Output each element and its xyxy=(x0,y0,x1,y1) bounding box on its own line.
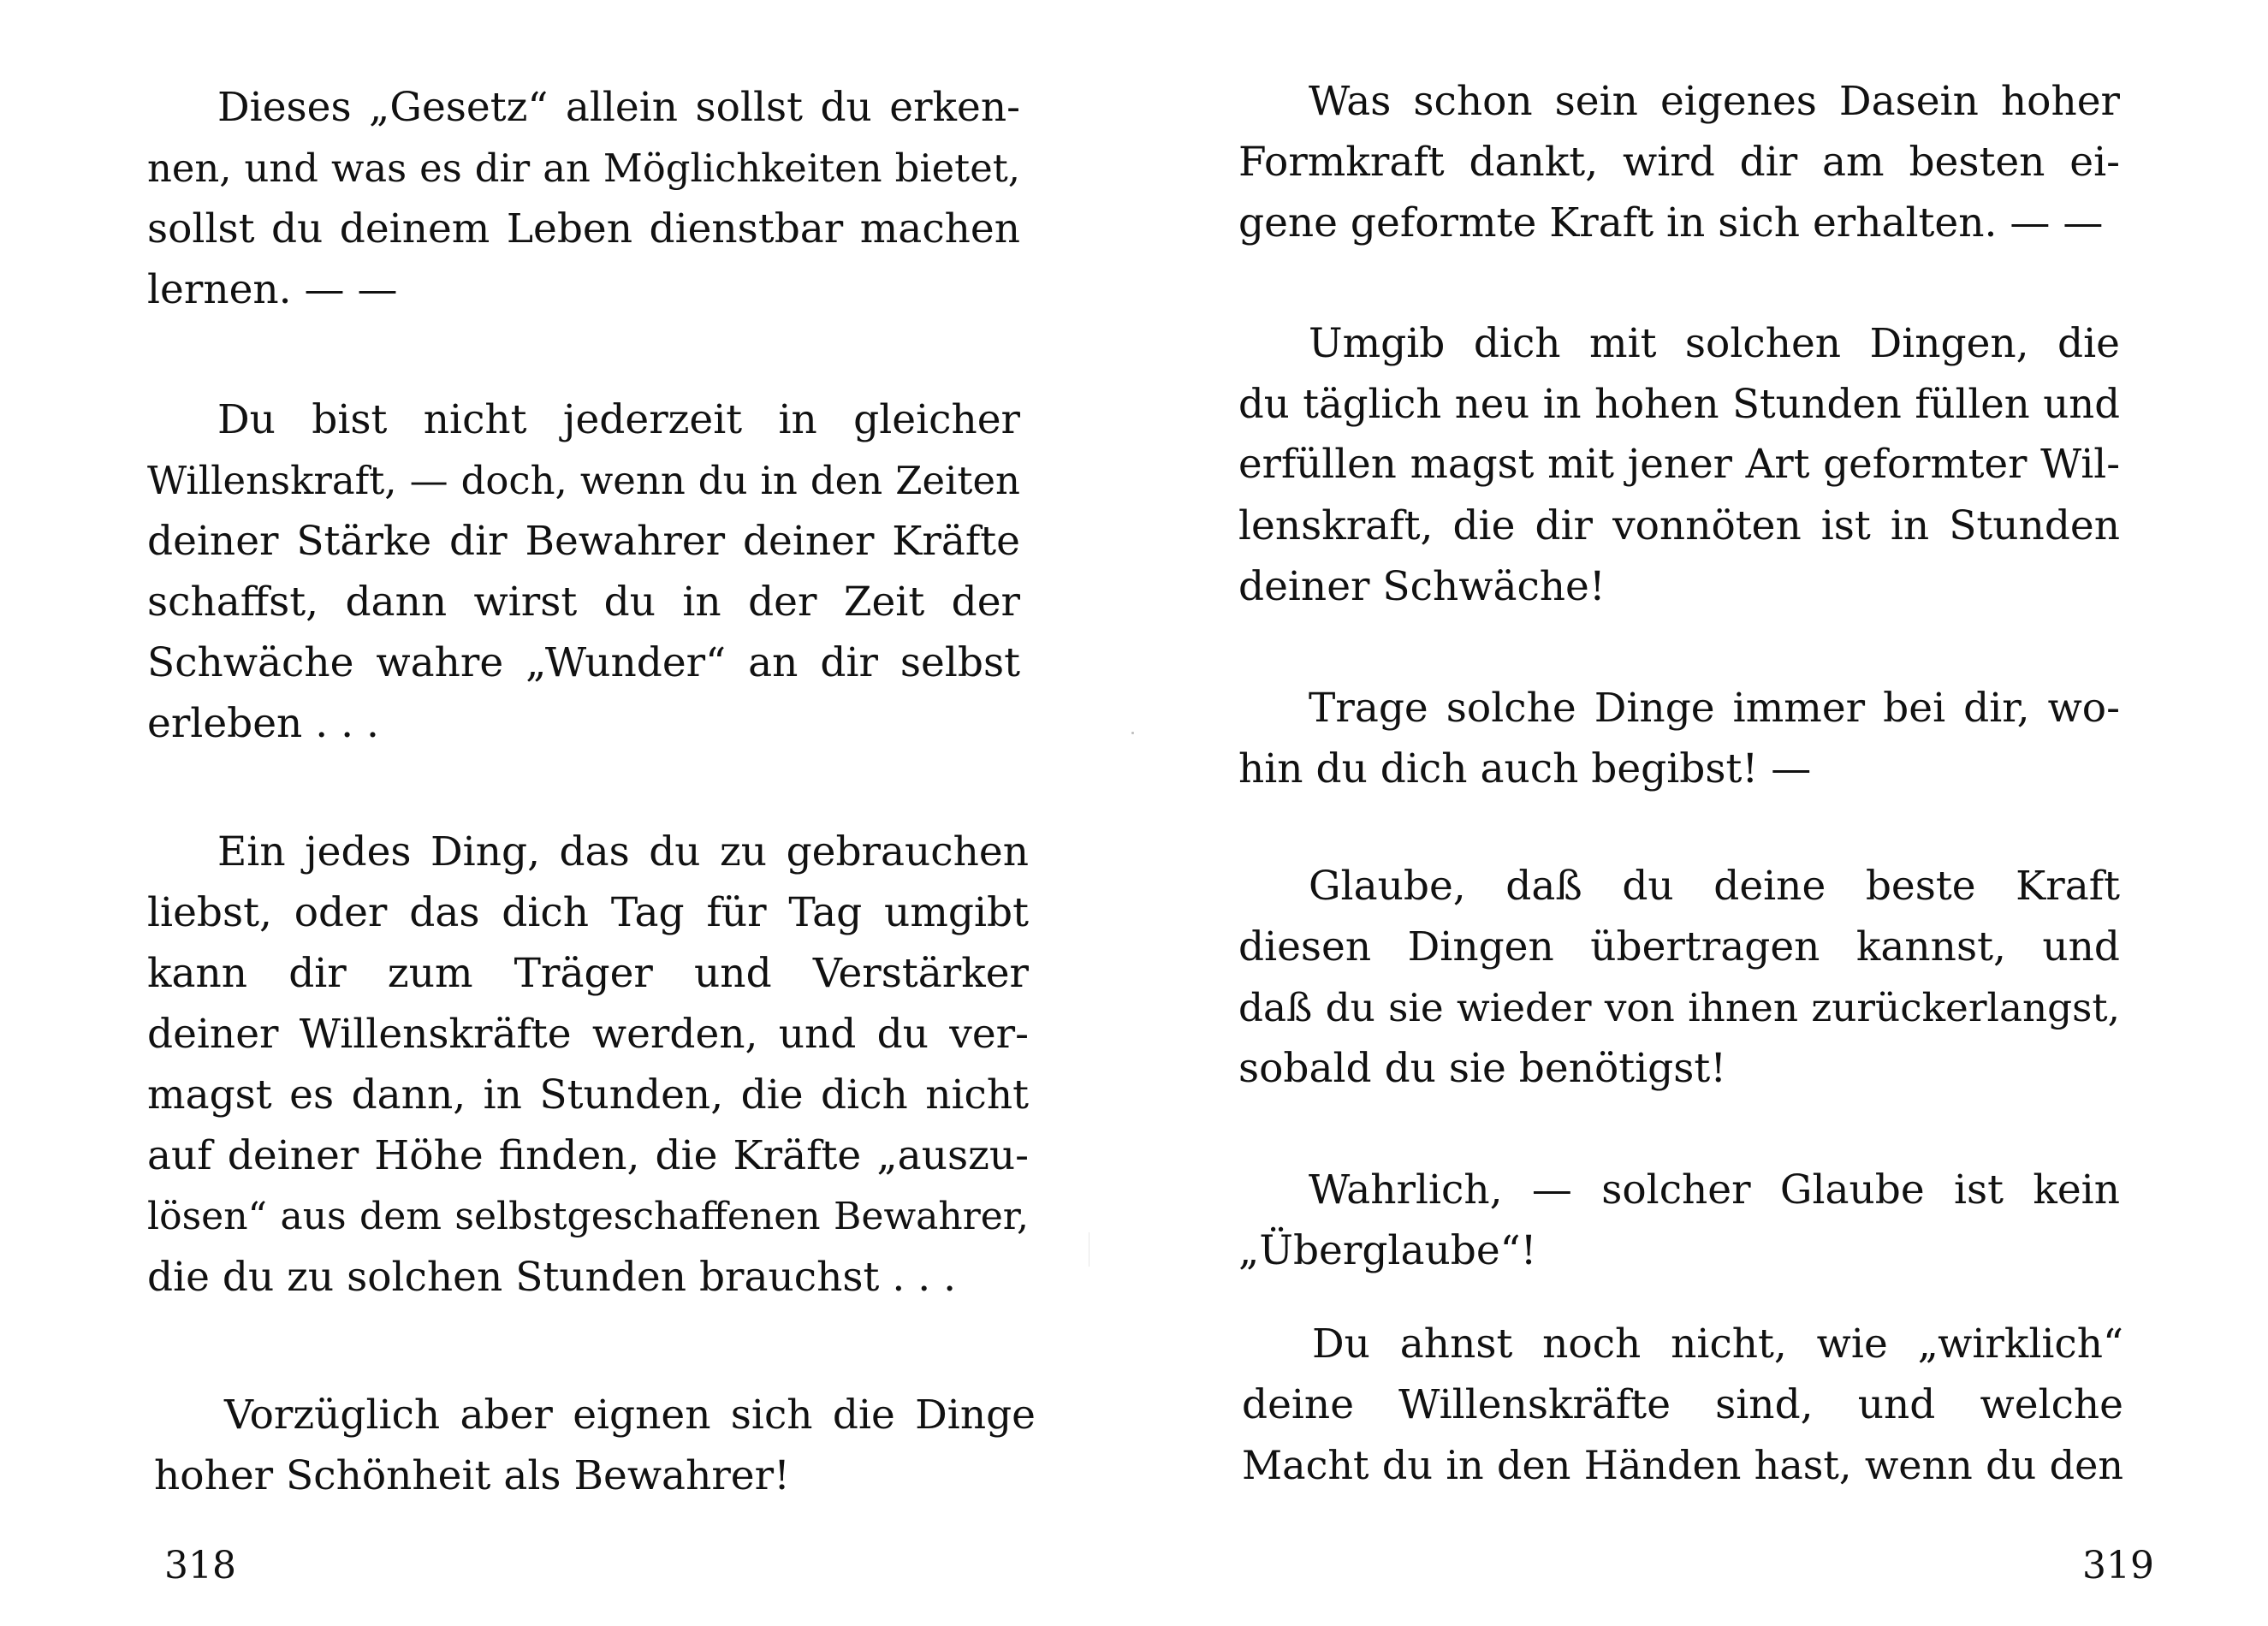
text-line: lenskraft, die dir vonnöten ist in Stunden xyxy=(1238,502,2120,549)
text-line: Vorzüglich aber eignen sich die Dinge xyxy=(224,1392,1036,1439)
text-line: Du ahnst noch nicht, wie „wirklich“ xyxy=(1312,1320,2123,1368)
paragraph xyxy=(1238,678,2120,799)
text-line: liebst, oder das dich Tag für Tag umgibt xyxy=(147,889,1029,936)
text-line: schaffst, dann wirst du in der Zeit der xyxy=(147,579,1020,626)
text-line: lernen. — — xyxy=(147,266,398,313)
text-line: erfüllen magst mit jener Art geformter Wil- xyxy=(1238,442,2120,488)
text-line: Macht du in den Händen hast, wenn du den xyxy=(1242,1442,2123,1488)
text-line: Wahrlich, — solcher Glaube ist kein xyxy=(1309,1166,2120,1214)
paragraph xyxy=(1238,856,2120,1099)
text-line: Willenskraft, — doch, wenn du in den Zeiten xyxy=(147,458,1020,503)
paragraph xyxy=(1238,71,2120,253)
text-line: „Überglaube“! xyxy=(1238,1227,1537,1274)
page-number: 319 xyxy=(2082,1544,2154,1587)
paragraph xyxy=(1242,1314,2123,1496)
text-line: auf deiner Höhe finden, die Kräfte „auszu- xyxy=(147,1132,1029,1179)
text-line: Dieses „Gesetz“ allein sollst du erken- xyxy=(217,84,1020,131)
paragraph xyxy=(1238,1160,2120,1281)
text-line: gene geformte Kraft in sich erhalten. — — xyxy=(1238,199,2104,246)
text-line: Glaube, daß du deine beste Kraft xyxy=(1309,863,2120,910)
paragraph xyxy=(147,389,1020,754)
text-line: Umgib dich mit solchen Dingen, die xyxy=(1309,320,2120,367)
text-line: Schwäche wahre „Wunder“ an dir selbst xyxy=(147,639,1020,686)
text-line: magst es dann, in Stunden, die dich nicht xyxy=(147,1071,1029,1119)
page-number: 318 xyxy=(164,1544,236,1587)
text-line: Was schon sein eigenes Dasein hoher xyxy=(1309,78,2120,125)
text-line: daß du sie wieder von ihnen zurückerlangst, xyxy=(1238,985,2120,1030)
text-line: nen, und was es dir an Möglichkeiten bietet, xyxy=(147,145,1020,191)
text-line: Du bist nicht jederzeit in gleicher xyxy=(217,396,1020,443)
text-line: lösen“ aus dem selbstgeschaffenen Bewahrer, xyxy=(147,1195,1029,1238)
paragraph xyxy=(147,822,1029,1308)
text-line: die du zu solchen Stunden brauchst . . . xyxy=(147,1254,957,1301)
text-line: Trage solche Dinge immer bei dir, wo- xyxy=(1309,685,2120,732)
paragraph xyxy=(147,77,1020,320)
text-line: hoher Schönheit als Bewahrer! xyxy=(154,1452,790,1499)
text-line: Ein jedes Ding, das du zu gebrauchen xyxy=(217,828,1029,875)
text-line: deine Willenskräfte sind, und welche xyxy=(1242,1381,2123,1428)
text-line: sollst du deinem Leben dienstbar machen xyxy=(147,205,1020,252)
text-line: deiner Willenskräfte werden, und du ver- xyxy=(147,1011,1029,1058)
right-page xyxy=(1134,0,2268,1626)
paragraph xyxy=(1238,313,2120,617)
text-line: Formkraft dankt, wird dir am besten ei- xyxy=(1238,139,2120,186)
text-line: erleben . . . xyxy=(147,700,379,747)
text-line: sobald du sie benötigst! xyxy=(1238,1045,1727,1092)
text-line: hin du dich auch begibst! — xyxy=(1238,745,1812,792)
text-line: deiner Schwäche! xyxy=(1238,563,1606,610)
text-line: kann dir zum Träger und Verstärker xyxy=(147,950,1029,997)
text-line: diesen Dingen übertragen kannst, und xyxy=(1238,923,2120,970)
text-line: deiner Stärke dir Bewahrer deiner Kräfte xyxy=(147,518,1020,565)
paragraph xyxy=(154,1385,1036,1506)
text-line: du täglich neu in hohen Stunden füllen und xyxy=(1238,381,2120,427)
